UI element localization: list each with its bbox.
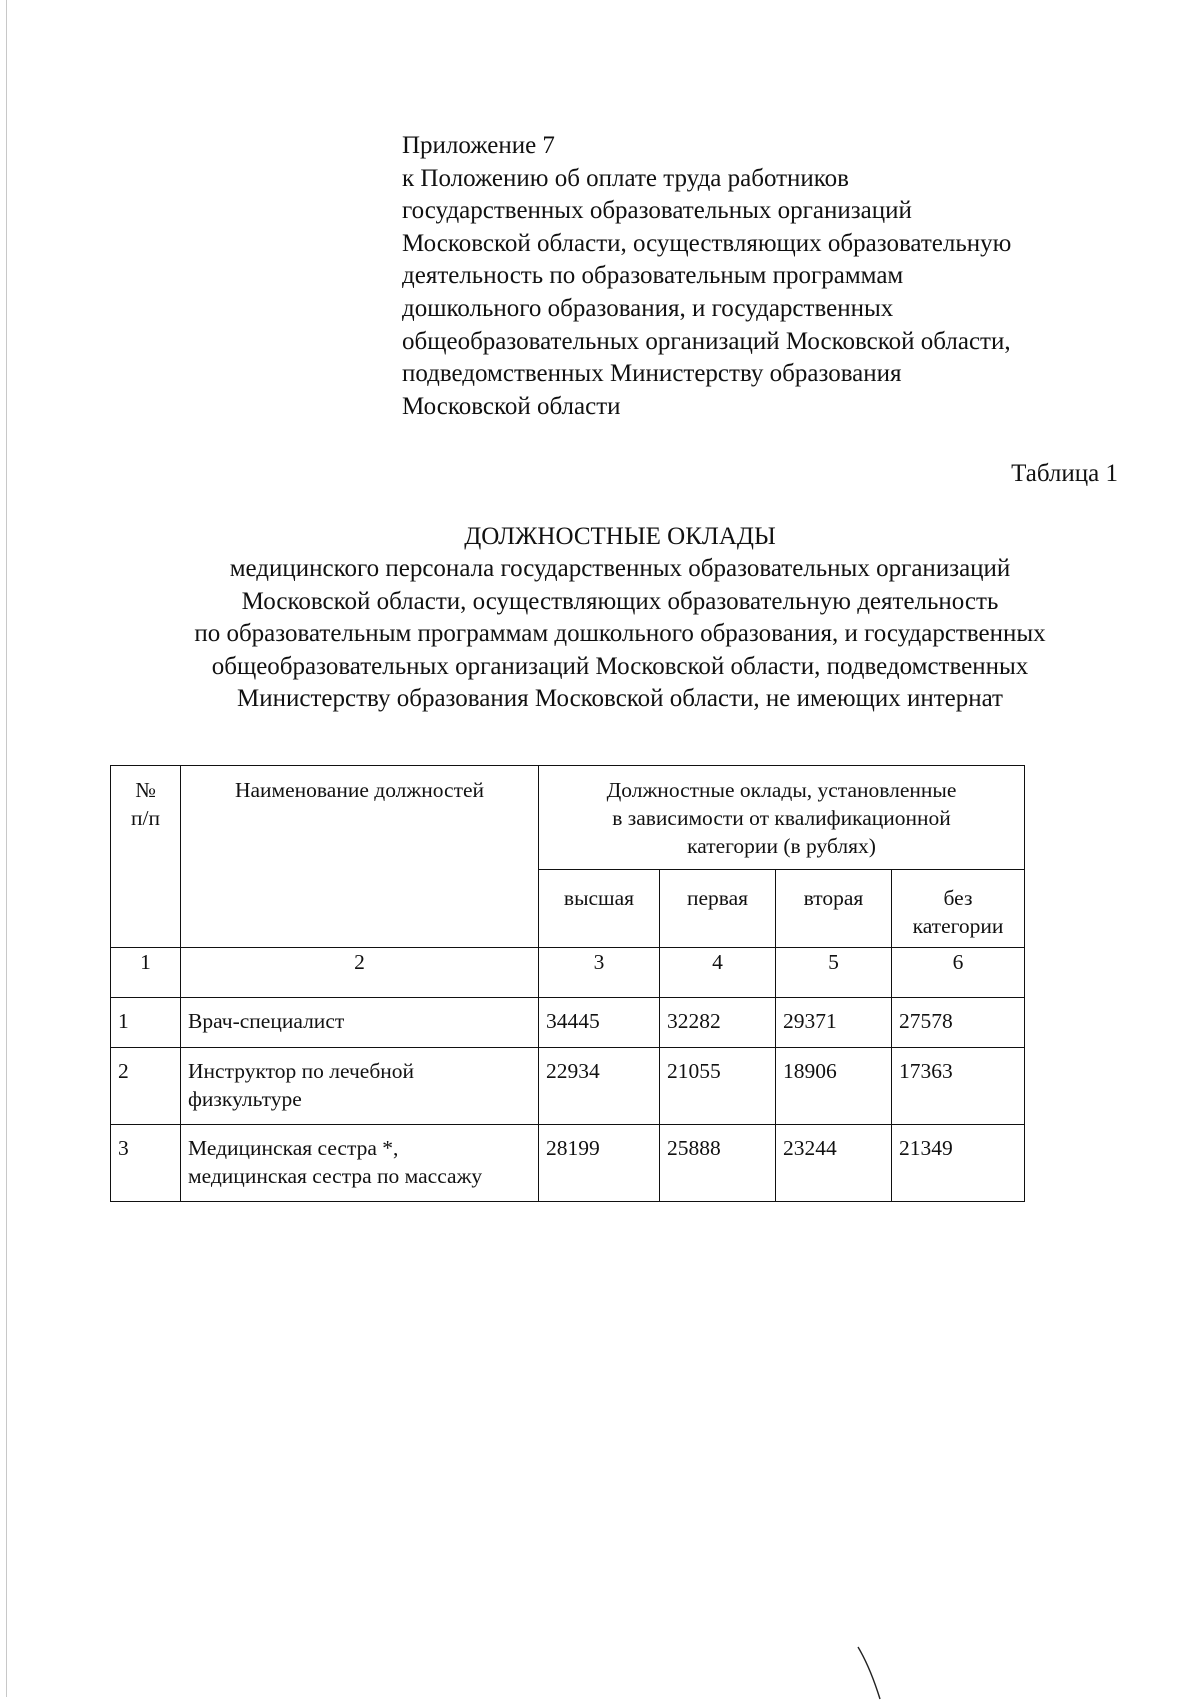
table-row	[111, 1048, 1025, 1125]
position-name-line: Врач-специалист	[188, 1009, 345, 1033]
position-name-line: Медицинская сестра *,	[188, 1136, 399, 1160]
document-subtitle	[100, 553, 1140, 716]
subtitle-line: общеобразовательных организаций Московской области, подведомственных	[211, 652, 1029, 680]
header-number-line: №	[135, 778, 156, 802]
table-label: Таблица 1	[1011, 460, 1118, 487]
position-name-line: Инструктор по лечебной	[188, 1059, 415, 1083]
position-name-line: медицинская сестра по массажу	[188, 1164, 483, 1188]
header-salary-line: Должностные оклады, установленные	[606, 778, 957, 802]
row-position-name	[181, 998, 539, 1048]
appendix-header	[402, 130, 1162, 423]
column-number: 1	[111, 948, 181, 998]
salary-no-category: 17363	[892, 1048, 1025, 1125]
pen-stroke-mark	[856, 1645, 896, 1705]
row-number: 3	[111, 1125, 181, 1202]
column-number-row	[111, 948, 1025, 998]
appendix-line: подведомственных Министерству образования	[402, 360, 902, 388]
appendix-line: деятельность по образовательным программам	[402, 262, 904, 290]
header-number	[111, 766, 181, 948]
row-position-name	[181, 1048, 539, 1125]
header-position: Наименование должностей	[181, 766, 539, 948]
page-left-edge	[6, 0, 7, 1697]
salary-first: 32282	[660, 998, 776, 1048]
header-no-category-line: категории	[912, 914, 1004, 938]
appendix-line: Приложение 7	[402, 132, 555, 159]
column-number: 4	[660, 948, 776, 998]
salary-second: 29371	[776, 998, 892, 1048]
salary-highest: 34445	[539, 998, 660, 1048]
table-row	[111, 1125, 1025, 1202]
salary-table	[110, 765, 1025, 1202]
table-row	[111, 998, 1025, 1048]
document-title: ДОЛЖНОСТНЫЕ ОКЛАДЫ	[464, 523, 776, 550]
salary-second: 18906	[776, 1048, 892, 1125]
row-number: 1	[111, 998, 181, 1048]
header-salary-line: в зависимости от квалификационной	[612, 806, 951, 830]
row-position-name	[181, 1125, 539, 1202]
subtitle-line: по образовательным программам дошкольного образования, и государственных	[194, 620, 1046, 647]
salary-no-category: 27578	[892, 998, 1025, 1048]
header-category-first: первая	[660, 870, 776, 948]
column-number: 3	[539, 948, 660, 998]
row-number: 2	[111, 1048, 181, 1125]
subtitle-line: Министерству образования Московской области, не имеющих интернат	[237, 685, 1003, 712]
header-salary-group	[539, 766, 1025, 870]
column-number: 6	[892, 948, 1025, 998]
appendix-line: дошкольного образования, и государственных	[402, 294, 894, 322]
header-number-line: п/п	[131, 806, 160, 830]
header-no-category	[892, 870, 1025, 948]
salary-second: 23244	[776, 1125, 892, 1202]
column-number: 5	[776, 948, 892, 998]
salary-highest: 28199	[539, 1125, 660, 1202]
appendix-line: Московской области, осуществляющих образовательную	[402, 229, 1012, 257]
salary-highest: 22934	[539, 1048, 660, 1125]
header-no-category-line: без	[943, 886, 973, 910]
header-category-second: вторая	[776, 870, 892, 948]
column-number: 2	[181, 948, 539, 998]
salary-first: 25888	[660, 1125, 776, 1202]
salary-first: 21055	[660, 1048, 776, 1125]
header-salary-line: категории (в рублях)	[687, 834, 876, 858]
appendix-line: Московской области	[402, 392, 621, 420]
header-category-highest: высшая	[539, 870, 660, 948]
appendix-line: государственных образовательных организаций	[402, 197, 912, 225]
table-header-row	[111, 766, 1025, 870]
subtitle-line: Московской области, осуществляющих образовательную деятельность	[241, 587, 999, 615]
position-name-line: физкультуре	[188, 1087, 302, 1111]
subtitle-line: медицинского персонала государственных образовательных организаций	[229, 555, 1011, 582]
appendix-line: общеобразовательных организаций Московской области,	[402, 327, 1011, 355]
appendix-line: к Положению об оплате труда работников	[402, 164, 849, 192]
salary-no-category: 21349	[892, 1125, 1025, 1202]
